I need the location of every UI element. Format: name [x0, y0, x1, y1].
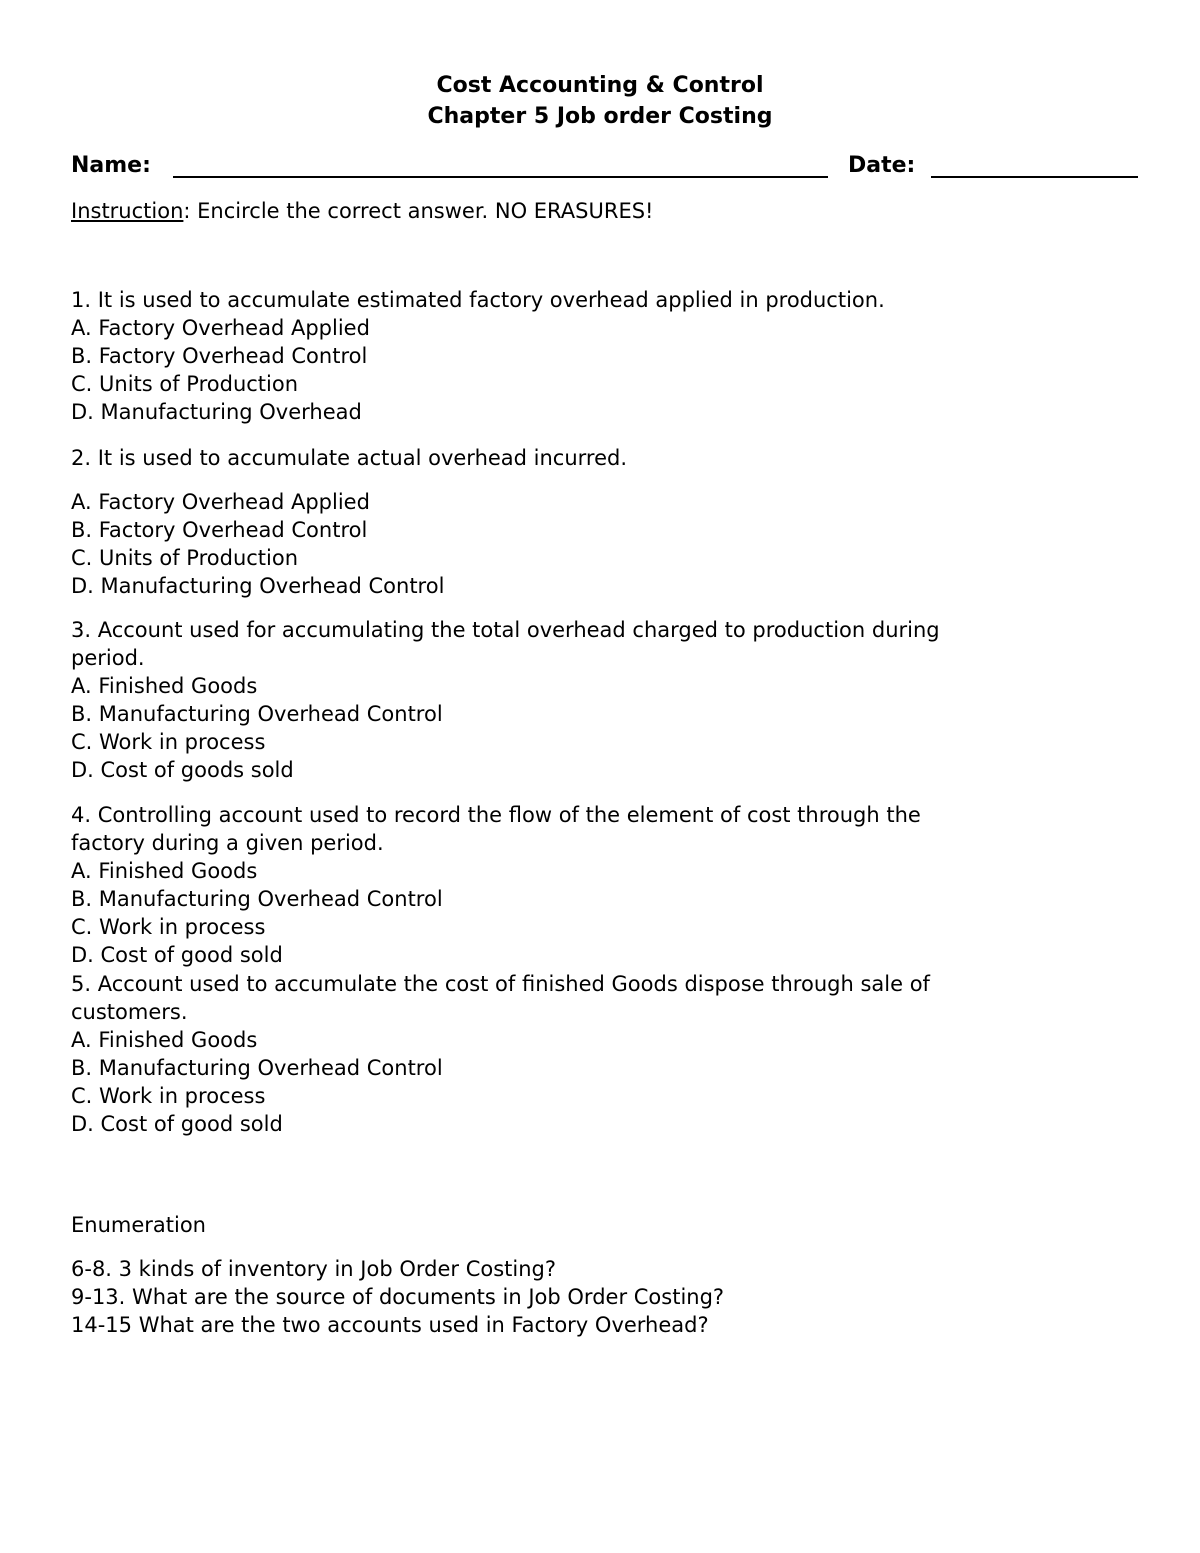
question-4-option-b[interactable]: B. Manufacturing Overhead Control [71, 887, 443, 911]
instruction-line [71, 196, 653, 226]
question-4-option-d[interactable]: D. Cost of good sold [71, 943, 283, 967]
question-5-option-b[interactable]: B. Manufacturing Overhead Control [71, 1056, 443, 1080]
question-5-stem-line-1: 5. Account used to accumulate the cost of finished Goods dispose through sale of [71, 972, 930, 996]
question-4-option-c[interactable]: C. Work in process [71, 915, 266, 939]
question-2-stem: 2. It is used to accumulate actual overhead incurred. [71, 446, 628, 470]
question-3-stem-line-1: 3. Account used for accumulating the total overhead charged to production during [71, 618, 940, 642]
question-5-option-c[interactable]: C. Work in process [71, 1084, 266, 1108]
question-4-stem-line-1: 4. Controlling account used to record the flow of the element of cost through the [71, 803, 921, 827]
question-4-stem-line-2: factory during a given period. [71, 831, 384, 855]
question-1-option-a[interactable]: A. Factory Overhead Applied [71, 316, 370, 340]
question-3-option-b[interactable]: B. Manufacturing Overhead Control [71, 702, 443, 726]
name-blank-line[interactable] [173, 176, 828, 178]
question-3-option-a[interactable]: A. Finished Goods [71, 674, 258, 698]
question-3-option-d[interactable]: D. Cost of goods sold [71, 758, 294, 782]
document-subtitle: Chapter 5 Job order Costing [427, 104, 773, 129]
question-2-option-d[interactable]: D. Manufacturing Overhead Control [71, 574, 445, 598]
question-4-option-a[interactable]: A. Finished Goods [71, 859, 258, 883]
name-date-row [71, 150, 1141, 182]
enumeration-item-1: 6-8. 3 kinds of inventory in Job Order Costing? [71, 1257, 556, 1281]
instruction-label: Instruction [71, 199, 184, 223]
date-blank-line[interactable] [931, 176, 1138, 178]
question-5-option-d[interactable]: D. Cost of good sold [71, 1112, 283, 1136]
question-3-option-c[interactable]: C. Work in process [71, 730, 266, 754]
enumeration-heading: Enumeration [71, 1213, 206, 1237]
enumeration-item-3: 14-15 What are the two accounts used in Factory Overhead? [71, 1313, 709, 1337]
question-2-option-a[interactable]: A. Factory Overhead Applied [71, 490, 370, 514]
name-label: Name: [71, 153, 151, 178]
question-1-option-b[interactable]: B. Factory Overhead Control [71, 344, 368, 368]
enumeration-item-2: 9-13. What are the source of documents in Job Order Costing? [71, 1285, 725, 1309]
question-1-stem: 1. It is used to accumulate estimated factory overhead applied in production. [71, 288, 885, 312]
instruction-text: : Encircle the correct answer. NO ERASURES! [183, 199, 654, 223]
date-label: Date: [848, 153, 916, 178]
question-2-option-c[interactable]: C. Units of Production [71, 546, 299, 570]
question-5-option-a[interactable]: A. Finished Goods [71, 1028, 258, 1052]
question-2-option-b[interactable]: B. Factory Overhead Control [71, 518, 368, 542]
document-title: Cost Accounting & Control [436, 73, 764, 98]
question-1-option-d[interactable]: D. Manufacturing Overhead [71, 400, 362, 424]
question-5-stem-line-2: customers. [71, 1000, 188, 1024]
question-3-stem-line-2: period. [71, 646, 145, 670]
question-1-option-c[interactable]: C. Units of Production [71, 372, 299, 396]
